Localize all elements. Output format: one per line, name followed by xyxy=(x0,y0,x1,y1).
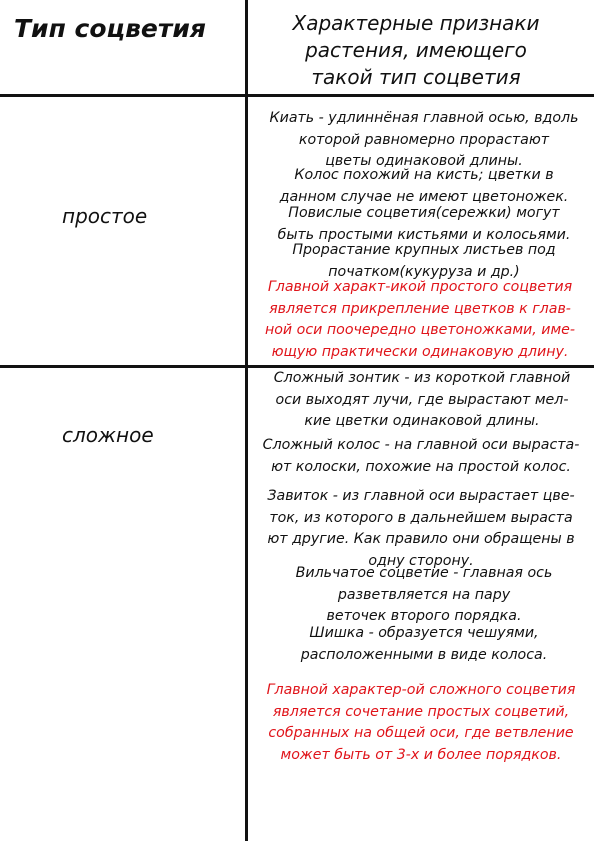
text-line: собранных на общей оси, где ветвление xyxy=(268,725,574,741)
text-line: Вильчатое соцветие - главная ось xyxy=(295,565,553,581)
text-line: Повислые соцветия(сережки) могут xyxy=(288,205,560,221)
text-line: быть простыми кистьями и колосьями. xyxy=(277,226,571,243)
text-line: ют колоски, похожие на простой колос. xyxy=(271,458,571,475)
text-line: ющую практически одинаковую длину. xyxy=(271,343,569,360)
header-features-line: такой тип соцветия xyxy=(311,65,521,89)
text-line: которой равномерно прорастают xyxy=(298,131,550,148)
type-complex-label: сложное xyxy=(62,423,154,447)
complex-shishka-text xyxy=(254,623,594,666)
header-features-line: Характерные признаки xyxy=(292,11,540,35)
text-line: оси выходят лучи, где вырастают мел- xyxy=(275,391,569,408)
text-line: Главной характер-ой сложного соцветия xyxy=(266,682,576,698)
complex-summary-text xyxy=(248,680,594,766)
text-line: Сложный зонтик - из короткой главной xyxy=(273,370,571,386)
header-features-column xyxy=(276,10,556,91)
text-line: разветвляется на пару xyxy=(337,586,511,603)
text-line: расположенными в виде колоса. xyxy=(300,646,548,663)
text-line: Шишка - образуется чешуями, xyxy=(309,625,539,641)
text-line: Киать - удлиннёная главной осью, вдоль xyxy=(269,110,579,126)
simple-kiat-text xyxy=(254,108,594,173)
text-line: данном случае не имеют цветоножек. xyxy=(279,188,569,205)
text-line: Сложный колос - на главной оси выраста- xyxy=(262,437,580,453)
text-line: цветы одинаковой длины. xyxy=(325,153,523,169)
complex-kolos-text xyxy=(248,435,594,478)
text-line: ток, из которого в дальнейшем выраста xyxy=(269,509,573,526)
header-features-line: растения, имеющего xyxy=(305,38,527,62)
complex-zavitok-text xyxy=(248,486,594,572)
text-line: Главной характ-икой простого соцветия xyxy=(267,279,573,295)
text-line: кие цветки одинаковой длины. xyxy=(304,413,540,429)
text-line: ют другие. Как правило они обращены в xyxy=(267,531,575,547)
text-line: Колос похожий на кисть; цветки в xyxy=(294,167,554,183)
text-line: веточек второго порядка. xyxy=(326,608,522,624)
text-line: ной оси поочередно цветоножками, име- xyxy=(264,322,576,338)
simple-kolos-text xyxy=(254,165,594,208)
complex-vilchatoe-text xyxy=(254,563,594,628)
text-line: может быть от 3-х и более порядков. xyxy=(280,746,562,763)
complex-zontik-text xyxy=(250,368,594,433)
header-type-column: Тип соцветия xyxy=(14,14,206,43)
text-line: Завиток - из главной оси вырастает цве- xyxy=(267,488,575,504)
header-row-divider xyxy=(0,94,594,97)
text-line: является прикрепление цветков к глав- xyxy=(269,300,571,317)
simple-summary-text xyxy=(248,277,592,363)
text-line: одну сторону. xyxy=(368,552,474,569)
text-line: Прорастание крупных листьев под xyxy=(292,242,556,258)
type-simple-label: простое xyxy=(62,204,148,228)
text-line: является сочетание простых соцветий, xyxy=(272,703,570,720)
text-line: початком(кукуруза и др.) xyxy=(328,263,520,280)
